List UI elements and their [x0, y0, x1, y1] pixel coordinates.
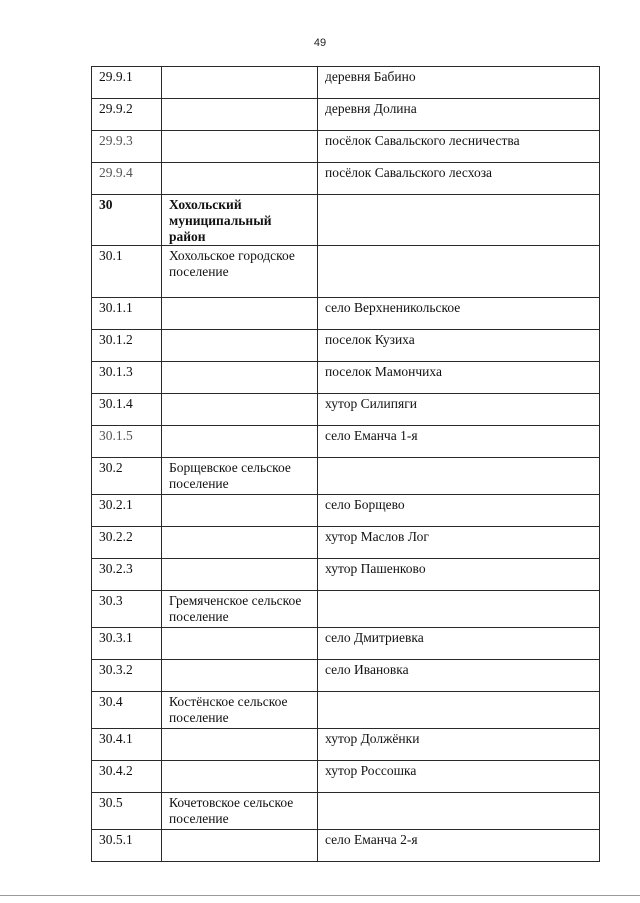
table-row [92, 99, 600, 131]
municipality-name-cell [162, 99, 318, 131]
municipality-name-cell: Борщевское сельское поселение [162, 458, 318, 495]
municipality-name-cell [162, 163, 318, 195]
settlement-name-cell: деревня Долина [318, 99, 600, 131]
row-number-cell: 30.2.2 [92, 527, 162, 559]
municipality-name-cell [162, 67, 318, 99]
table-row [92, 729, 600, 761]
settlement-name-cell: село Борщево [318, 495, 600, 527]
municipality-name-cell [162, 131, 318, 163]
table-row [92, 163, 600, 195]
settlement-name-cell: посёлок Савальского лесхоза [318, 163, 600, 195]
table-row [92, 559, 600, 591]
row-number-cell: 30 [92, 195, 162, 246]
municipality-name-cell [162, 830, 318, 862]
municipality-name-cell [162, 660, 318, 692]
settlement-name-cell: поселок Мамончиха [318, 362, 600, 394]
table-row [92, 495, 600, 527]
municipality-name-cell [162, 298, 318, 330]
table-row [92, 527, 600, 559]
settlement-name-cell: посёлок Савальского лесничества [318, 131, 600, 163]
row-number-cell: 30.3 [92, 591, 162, 628]
row-number-cell: 30.3.1 [92, 628, 162, 660]
table-row [92, 628, 600, 660]
table-row [92, 830, 600, 862]
municipality-name-cell [162, 362, 318, 394]
settlement-name-cell: село Еманча 2-я [318, 830, 600, 862]
municipality-name-cell: Хохольский муниципальный район [162, 195, 318, 246]
settlement-name-cell: село Верхненикольское [318, 298, 600, 330]
municipality-name-cell: Хохольское городское поселение [162, 246, 318, 298]
municipality-name-cell [162, 628, 318, 660]
row-number-cell: 30.2 [92, 458, 162, 495]
municipality-name-cell [162, 729, 318, 761]
municipality-name-cell: Костёнское сельское поселение [162, 692, 318, 729]
settlement-name-cell: деревня Бабино [318, 67, 600, 99]
table-row [92, 426, 600, 458]
settlement-name-cell: хутор Маслов Лог [318, 527, 600, 559]
table-row [92, 362, 600, 394]
settlement-name-cell: хутор Россошка [318, 761, 600, 793]
municipality-name-cell [162, 495, 318, 527]
municipality-name-cell: Гремяченское сельское поселение [162, 591, 318, 628]
table-row [92, 131, 600, 163]
row-number-cell: 30.1 [92, 246, 162, 298]
row-number-cell: 30.5.1 [92, 830, 162, 862]
table-row [92, 660, 600, 692]
registry-body [92, 67, 600, 862]
table-row [92, 793, 600, 830]
row-number-cell: 30.2.1 [92, 495, 162, 527]
row-number-cell: 29.9.2 [92, 99, 162, 131]
table-row [92, 458, 600, 495]
district-row [92, 195, 600, 246]
municipality-name-cell: Кочетовское сельское поселение [162, 793, 318, 830]
row-number-cell: 29.9.4 [92, 163, 162, 195]
row-number-cell: 30.1.1 [92, 298, 162, 330]
page-number: 49 [313, 37, 327, 49]
table-row [92, 330, 600, 362]
row-number-cell: 30.2.3 [92, 559, 162, 591]
municipality-name-cell [162, 761, 318, 793]
municipality-name-cell [162, 426, 318, 458]
table-row [92, 692, 600, 729]
settlement-name-cell [318, 458, 600, 495]
table-row [92, 246, 600, 298]
settlement-name-cell: хутор Силипяги [318, 394, 600, 426]
settlement-name-cell: хутор Пашенково [318, 559, 600, 591]
municipality-name-cell [162, 394, 318, 426]
settlement-name-cell [318, 246, 600, 298]
settlement-name-cell: село Еманча 1-я [318, 426, 600, 458]
table-row [92, 394, 600, 426]
municipality-name-cell [162, 527, 318, 559]
settlement-name-cell [318, 591, 600, 628]
row-number-cell: 29.9.3 [92, 131, 162, 163]
settlement-name-cell [318, 692, 600, 729]
row-number-cell: 30.3.2 [92, 660, 162, 692]
municipality-name-cell [162, 559, 318, 591]
row-number-cell: 29.9.1 [92, 67, 162, 99]
row-number-cell: 30.4 [92, 692, 162, 729]
row-number-cell: 30.4.1 [92, 729, 162, 761]
settlement-name-cell [318, 195, 600, 246]
settlement-name-cell: село Ивановка [318, 660, 600, 692]
row-number-cell: 30.1.2 [92, 330, 162, 362]
row-number-cell: 30.5 [92, 793, 162, 830]
settlement-name-cell: поселок Кузиха [318, 330, 600, 362]
row-number-cell: 30.1.5 [92, 426, 162, 458]
table-row [92, 298, 600, 330]
row-number-cell: 30.1.3 [92, 362, 162, 394]
settlement-name-cell: село Дмитриевка [318, 628, 600, 660]
table-row [92, 591, 600, 628]
municipality-name-cell [162, 330, 318, 362]
table-row [92, 761, 600, 793]
row-number-cell: 30.1.4 [92, 394, 162, 426]
settlement-name-cell: хутор Должёнки [318, 729, 600, 761]
table-row [92, 67, 600, 99]
settlement-name-cell [318, 793, 600, 830]
footer-rule [0, 895, 640, 896]
row-number-cell: 30.4.2 [92, 761, 162, 793]
settlement-registry-table [91, 66, 600, 862]
